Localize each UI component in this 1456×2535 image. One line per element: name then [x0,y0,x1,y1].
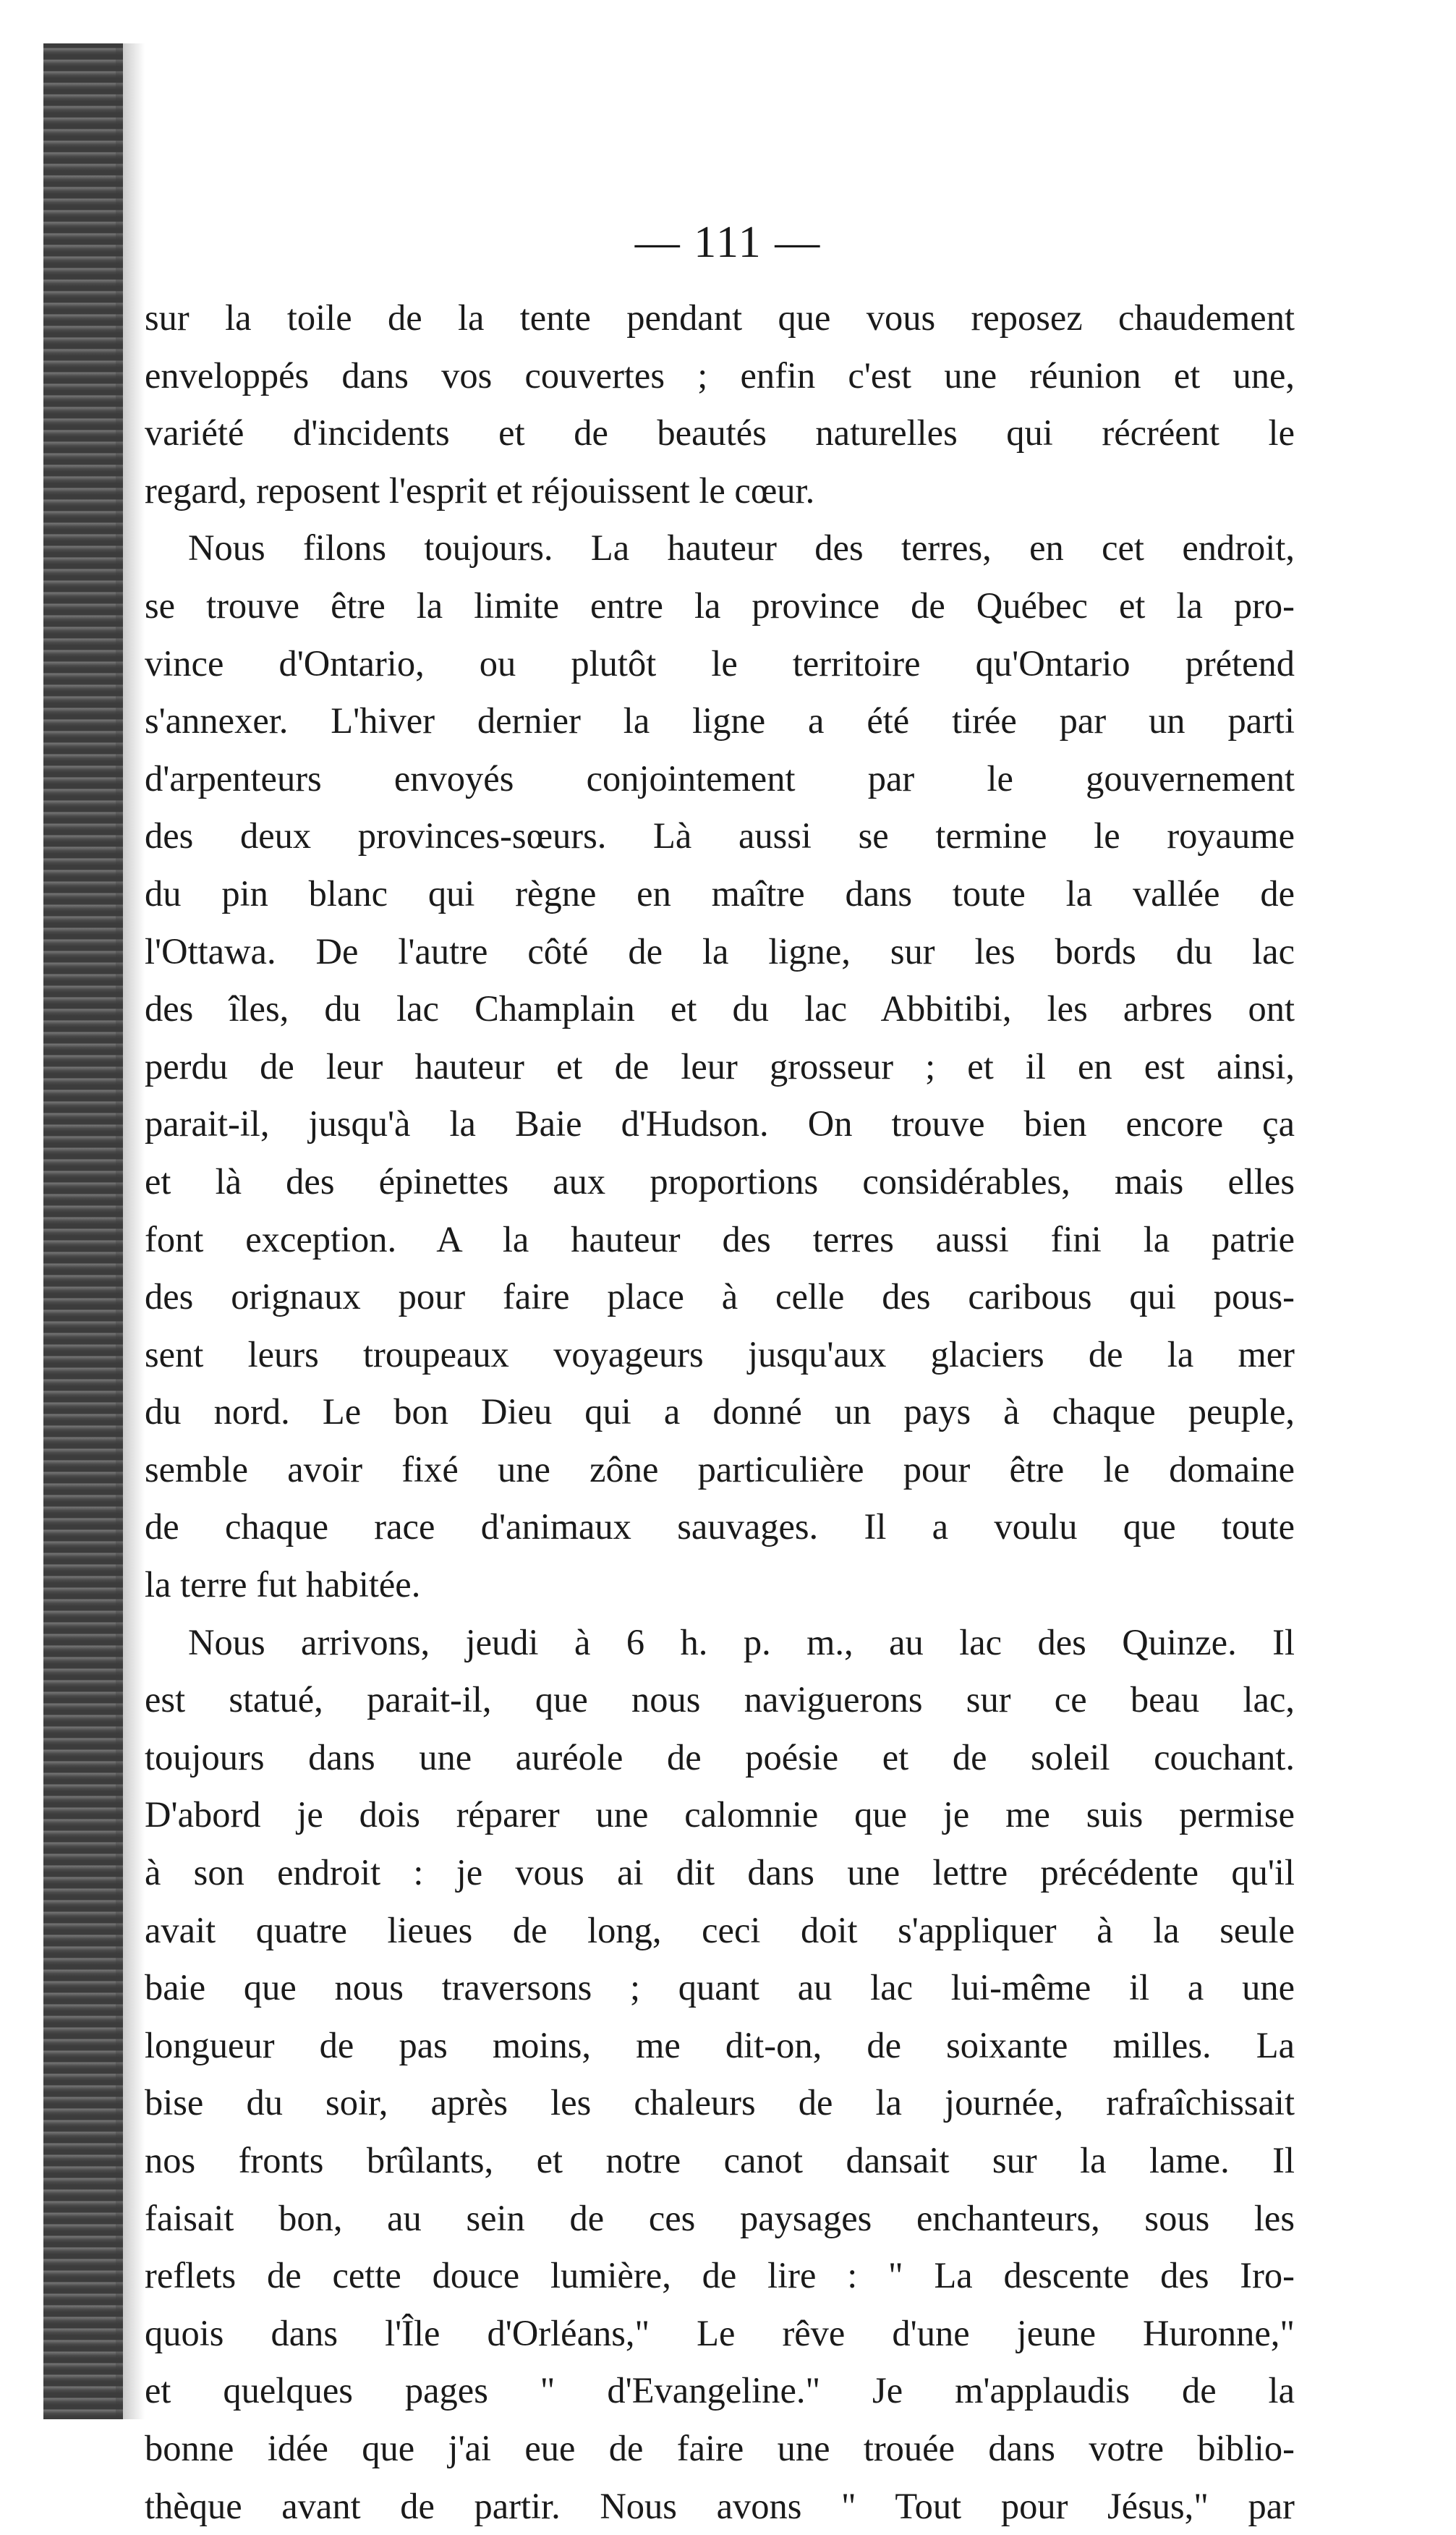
book-binding-edge [43,43,123,2419]
text-line: s'annexer. L'hiver dernier la ligne a été tirée par un parti [145,700,1295,742]
text-line: D'abord je dois réparer une calomnie que je me suis permise [145,1794,1295,1835]
text-line: vince d'Ontario, ou plutôt le territoire qu'Ontario prétend [145,642,1295,684]
text-line: Nous filons toujours. La hauteur des terres, en cet endroit, [188,527,1295,569]
text-line: la terre fut habitée. [145,1564,421,1605]
text-line: enveloppés dans vos couvertes ; enfin c'est une réunion et une, [145,354,1295,396]
page-number: — 111 — [634,218,822,267]
text-line: Nous arrivons, jeudi à 6 h. p. m., au lac des Quinze. Il [188,1621,1295,1663]
text-line: variété d'incidents et de beautés naturelles qui récréent le [145,412,1295,454]
text-line: de chaque race d'animaux sauvages. Il a voulu que toute [145,1506,1295,1547]
text-line: nos fronts brûlants, et notre canot dansait sur la lame. Il [145,2140,1295,2181]
text-line: longueur de pas moins, me dit-on, de soixante milles. La [145,2024,1295,2065]
text-line: bise du soir, après les chaleurs de la journée, rafraîchissait [145,2082,1295,2123]
text-line: d'arpenteurs envoyés conjointement par le gouvernement [145,757,1295,799]
text-line: se trouve être la limite entre la province de Québec et la pro- [145,585,1295,626]
text-line: sur la toile de la tente pendant que vous reposez chaudement [145,297,1295,338]
text-line: baie que nous traversons ; quant au lac lui-même il a une [145,1967,1295,2008]
text-line: perdu de leur hauteur et de leur grosseur ; et il en est ainsi, [145,1045,1295,1087]
text-line: des orignaux pour faire place à celle des caribous qui pous- [145,1276,1295,1317]
text-line: sent leurs troupeaux voyageurs jusqu'aux glaciers de la mer [145,1333,1295,1375]
text-line: regard, reposent l'esprit et réjouissent le cœur. [145,470,815,511]
text-line: faisait bon, au sein de ces paysages enchanteurs, sous les [145,2197,1295,2238]
text-line: parait-il, jusqu'à la Baie d'Hudson. On trouve bien encore ça [145,1103,1295,1145]
body-text [145,289,1295,2535]
text-line: quois dans l'Île d'Orléans," Le rêve d'une jeune Huronne," [145,2312,1295,2353]
text-line: semble avoir fixé une zône particulière pour être le domaine [145,1448,1295,1490]
text-line: toujours dans une auréole de poésie et de soleil couchant. [145,1736,1295,1778]
text-line: et là des épinettes aux proportions considérables, mais elles [145,1160,1295,1202]
text-line: font exception. A la hauteur des terres aussi fini la patrie [145,1218,1295,1260]
text-line: du nord. Le bon Dieu qui a donné un pays à chaque peuple, [145,1391,1295,1432]
text-line: des îles, du lac Champlain et du lac Abbitibi, les arbres ont [145,988,1295,1029]
text-line: thèque avant de partir. Nous avons " Tout pour Jésus," par [145,2485,1295,2526]
text-line: des deux provinces-sœurs. Là aussi se termine le royaume [145,815,1295,857]
text-line: bonne idée que j'ai eue de faire une trouée dans votre biblio- [145,2427,1295,2468]
binding-shadow [116,43,145,2419]
text-line: l'Ottawa. De l'autre côté de la ligne, sur les bords du lac [145,930,1295,972]
text-line: à son endroit : je vous ai dit dans une lettre précédente qu'il [145,1852,1295,1893]
text-line: et quelques pages " d'Evangeline." Je m'applaudis de la [145,2370,1295,2411]
text-line: du pin blanc qui règne en maître dans toute la vallée de [145,872,1295,914]
text-line: reflets de cette douce lumière, de lire : " La descente des Iro- [145,2255,1295,2296]
text-line: avait quatre lieues de long, ceci doit s'appliquer à la seule [145,1909,1295,1950]
text-line: est statué, parait-il, que nous naviguerons sur ce beau lac, [145,1679,1295,1720]
